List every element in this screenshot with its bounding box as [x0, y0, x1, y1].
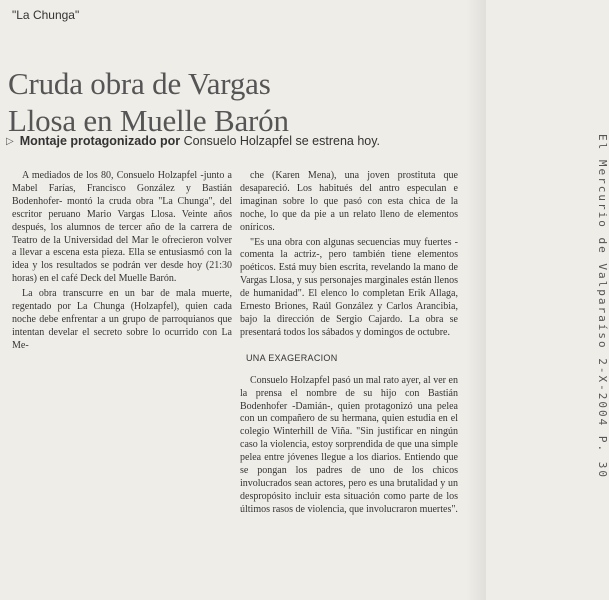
deck-bold: Montaje protagonizado por [19, 134, 181, 148]
column-1 [12, 170, 232, 355]
handwritten-source-note: El Mercurio de Valparaíso 2-X-2004 P. 30 [595, 134, 609, 479]
kicker: "La Chunga" [12, 8, 80, 22]
arrow-icon: ▷ [6, 135, 14, 147]
subheading: UNA EXAGERACION [246, 352, 338, 363]
deck-rest: Consuelo Holzapfel se estrena hoy. [183, 134, 381, 148]
deck [6, 134, 446, 148]
paragraph: che (Karen Mena), una joven prostituta que desapareció. Los habitués del antro especulan e imaginan sobre lo que pasó con esta chica de la noche, lo que da pie a un relato lleno de elementos oníricos. [240, 170, 458, 233]
headline: Cruda obra de Vargas Llosa en Muelle Barón [8, 65, 289, 138]
paragraph: La obra transcurre en un bar de mala muerte, regentado por La Chunga (Holzapfel), quien cada noche debe enfrentar a un grupo de parroquianos que intentan develar el secreto sobre lo ocurrido con La Me- [12, 288, 232, 351]
paragraph: Consuelo Holzapfel pasó un mal rato ayer, al ver en la prensa el nombre de su hijo con Bastián Bodenhofer -Damián-, quien protagonizó una pelea con un compañero de su hermana, quien estudia en el colegio Winterhill de Viña. "Sin justificar en ningún caso la violencia, estoy sorprendida de que una simple pelea entre jóvenes llegue a los diarios. Entiendo que se pongan los padres de uno de los chicos involucrados sean actores, pero es una brutalidad y un despropósito incluir esta situación como parte de los últimos rasos de violencia, que involucraron muertes". [240, 374, 458, 515]
paragraph: "Es una obra con algunas secuencias muy fuertes -comenta la actriz-, pero también tiene elementos poéticos. Está muy bien escrita, revelando la mano de Vargas Llosa, y sus personajes marginales están llenos de humanidad". El elenco lo completan Erik Allaga, Ernesto Briones, Raúl González y Carlos Arancibia, bajo la dirección de Sergio Cajardo. La obra se presentará todos los sábados y domingos de octubre. [240, 236, 458, 338]
paragraph: A mediados de los 80, Consuelo Holzapfel -junto a Mabel Farías, Francisco González y Bastián Bodenhofer- montó la cruda obra "La Chunga", del escritor peruano Mario Vargas Llosa. Veinte años después, los alumnos de tercer año de la carrera de Teatro de la Universidad del Mar le ofrecieron volver a llevar a escena esta pieza. Ella se entusiasmó con la idea y los resultados se podrán ver desde hoy (21:30 horas) en el café Deck del Muelle Barón. [12, 170, 232, 285]
paper-edge [466, 0, 486, 600]
column-2 [240, 170, 458, 519]
